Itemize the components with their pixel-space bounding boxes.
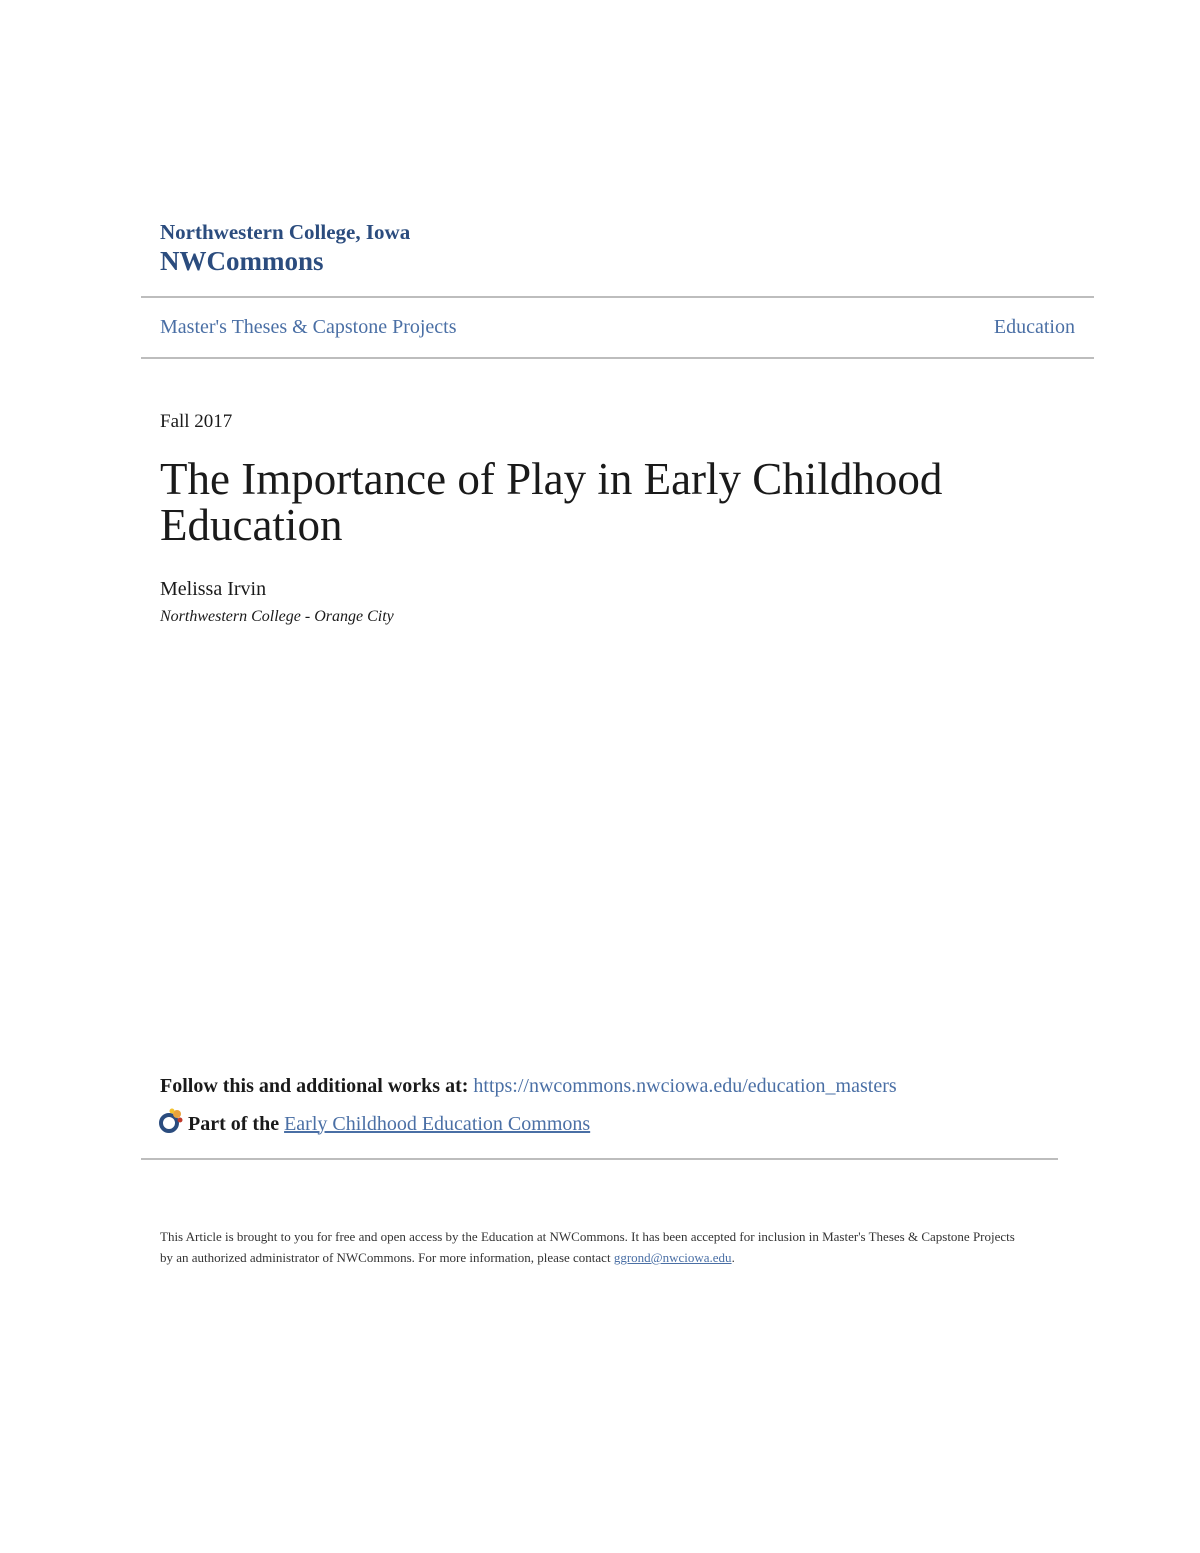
follow-line bbox=[160, 1075, 897, 1098]
notice-text: This Article is brought to you for free and open access by the Education at NWCommons. It has been accepted for inclusion in Master's Theses & Capstone Projects by an authorized administrator of NWCommons. For more information, please contact bbox=[160, 1229, 1015, 1265]
article-title: The Importance of Play in Early Childhood Education bbox=[160, 454, 943, 550]
author-name: Melissa Irvin bbox=[160, 578, 267, 600]
footer-divider bbox=[141, 1158, 1058, 1160]
author-affiliation: Northwestern College - Orange City bbox=[160, 608, 394, 625]
repository-name: NWCommons bbox=[160, 246, 324, 276]
publication-date: Fall 2017 bbox=[160, 411, 233, 432]
department-link[interactable]: Education bbox=[993, 316, 1075, 338]
top-divider bbox=[141, 296, 1094, 298]
commons-link[interactable]: Early Childhood Education Commons bbox=[284, 1112, 591, 1135]
follow-label: Follow this and additional works at: bbox=[160, 1075, 469, 1097]
institution-name: Northwestern College, Iowa bbox=[160, 220, 411, 244]
series-link[interactable]: Master's Theses & Capstone Projects bbox=[160, 316, 457, 338]
follow-url-link[interactable]: https://nwcommons.nwciowa.edu/education_masters bbox=[473, 1075, 897, 1097]
part-of-label: Part of the bbox=[188, 1112, 280, 1135]
access-notice bbox=[160, 1226, 1020, 1268]
part-of-line bbox=[158, 1108, 590, 1140]
notice-end: . bbox=[731, 1250, 735, 1265]
network-logo-icon bbox=[158, 1108, 184, 1140]
nav-divider bbox=[141, 357, 1094, 359]
contact-email-link[interactable]: ggrond@nwciowa.edu bbox=[613, 1250, 732, 1265]
